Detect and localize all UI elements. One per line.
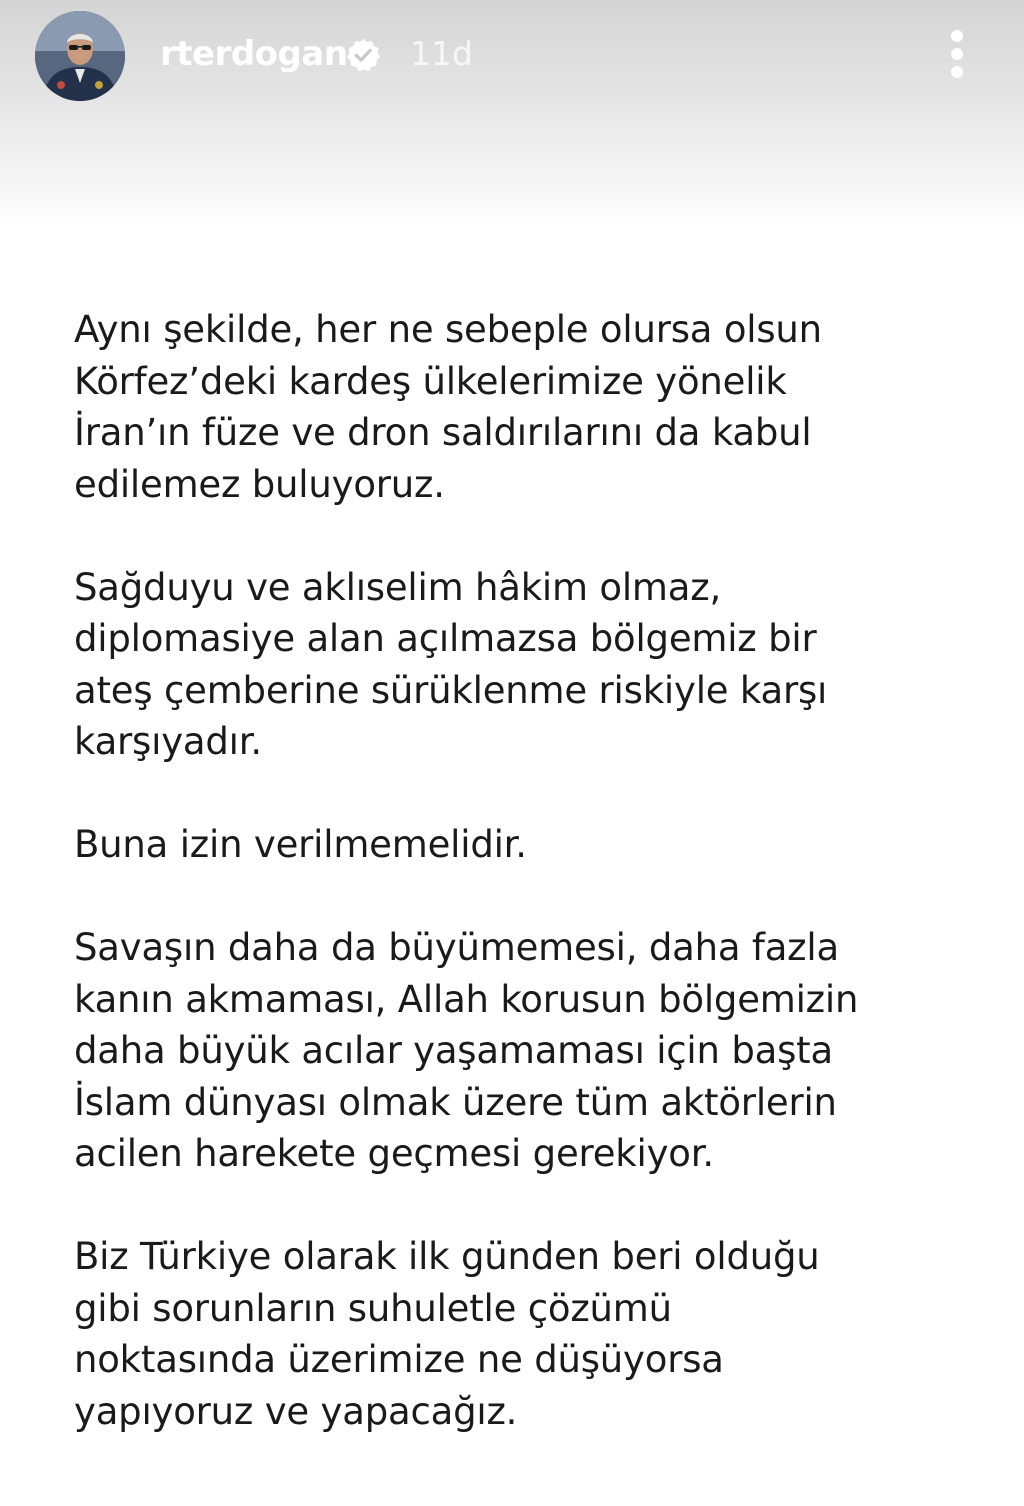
paragraph: Aynı şekilde, her ne sebeple olursa olsun Körfez’deki kardeş ülkelerimize yönelik İran’ın füze ve dron saldırılarını da kabul edilemez buluyoruz. <box>74 308 822 506</box>
more-vertical-icon-dot <box>951 48 963 60</box>
paragraph: Buna izin verilmemelidir. <box>74 823 527 866</box>
story-text <box>74 304 954 1437</box>
profile-avatar[interactable] <box>35 11 125 101</box>
more-vertical-icon <box>951 30 963 42</box>
paragraph: Sağduyu ve aklıselim hâkim olmaz, diplomasiye alan açılmazsa bölgemiz bir ateş çemberine sürüklenme riskiyle karşı karşıyadır. <box>74 565 828 763</box>
avatar-image <box>35 11 125 101</box>
verified-badge-icon <box>345 37 381 73</box>
post-timestamp: 11d <box>410 34 473 73</box>
paragraph: Biz Türkiye olarak ilk günden beri olduğu gibi sorunların suhuletle çözümü noktasında üzerimize ne düşüyorsa yapıyoruz ve yapacağız. <box>74 1235 820 1433</box>
paragraph: Savaşın daha da büyümemesi, daha fazla kanın akmaması, Allah korusun bölgemizin daha büyük acılar yaşamaması için başta İslam dünyası olmak üzere tüm aktörlerin acilen harekete geçmesi gerekiyor. <box>74 926 859 1175</box>
more-options-button[interactable] <box>940 26 974 82</box>
username[interactable]: rterdogan <box>160 34 348 74</box>
more-vertical-icon-dot <box>951 66 963 78</box>
story-header <box>0 0 1024 110</box>
